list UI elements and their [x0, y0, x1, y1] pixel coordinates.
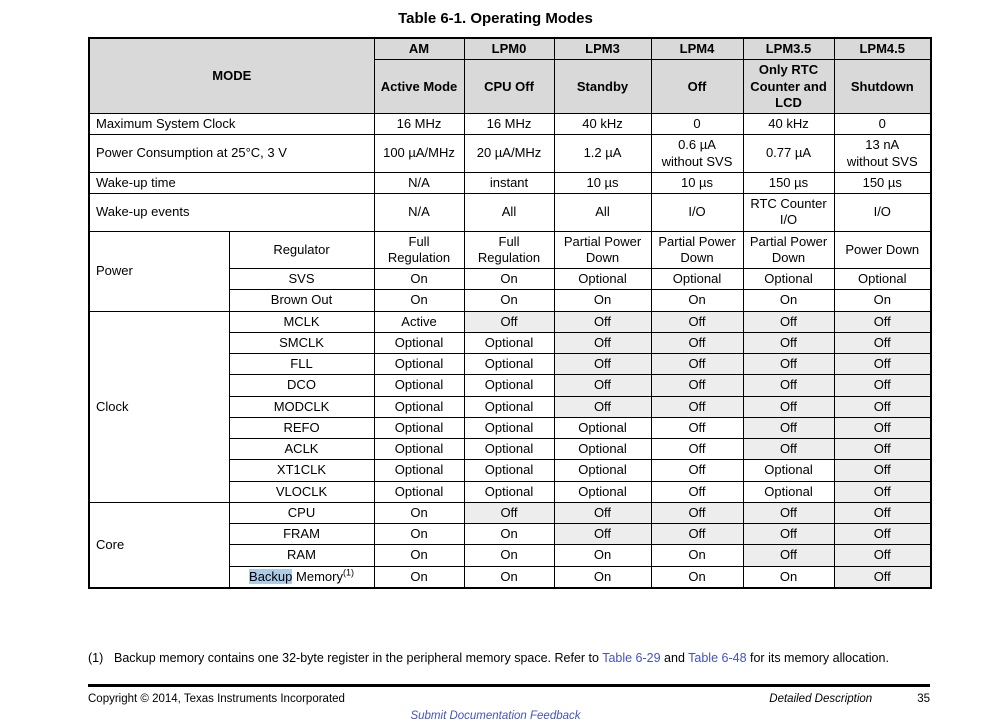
footnote-marker: (1) — [342, 567, 354, 578]
cell-xt1clk-lpm3: Optional — [554, 460, 651, 481]
cell-refo-lpm3.5: Off — [743, 417, 834, 438]
cell-wake-up-events-lpm3: All — [554, 194, 651, 232]
cell-ram-lpm0: On — [464, 545, 554, 566]
cell-mclk-lpm4.5: Off — [834, 311, 931, 332]
cell-brown-out-lpm0: On — [464, 290, 554, 311]
row-label-dco: DCO — [229, 375, 374, 396]
cell-ram-am: On — [374, 545, 464, 566]
col-header-lpm4: LPM4 — [651, 38, 743, 60]
cell-maximum-system-clock-lpm0: 16 MHz — [464, 114, 554, 135]
cell-vloclk-lpm3: Optional — [554, 481, 651, 502]
cell-xt1clk-lpm3.5: Optional — [743, 460, 834, 481]
cell-dco-am: Optional — [374, 375, 464, 396]
row-label-fll: FLL — [229, 354, 374, 375]
row-label-ram: RAM — [229, 545, 374, 566]
cell-svs-lpm3: Optional — [554, 269, 651, 290]
cell-fll-am: Optional — [374, 354, 464, 375]
cell-fram-lpm3: Off — [554, 524, 651, 545]
row-label-maximum-system-clock: Maximum System Clock — [89, 114, 374, 135]
cell-wake-up-events-lpm3.5: RTC Counter I/O — [743, 194, 834, 232]
row-label-wake-up-events: Wake-up events — [89, 194, 374, 232]
footer-section-title: Detailed Description — [769, 693, 873, 705]
row-label-regulator: Regulator — [229, 231, 374, 269]
footnote-text-part1: Backup memory contains one 32-byte register in the peripheral memory space. Refer to — [114, 651, 603, 665]
cell-dco-lpm3.5: Off — [743, 375, 834, 396]
footer-divider — [88, 684, 930, 687]
table-header — [89, 38, 931, 114]
col-header-am: AM — [374, 38, 464, 60]
footnote-text-part2: and — [660, 651, 689, 665]
cell-wake-up-events-lpm4.5: I/O — [834, 194, 931, 232]
row-label-refo: REFO — [229, 417, 374, 438]
cell-refo-lpm3: Optional — [554, 417, 651, 438]
cell-maximum-system-clock-lpm4.5: 0 — [834, 114, 931, 135]
cell-smclk-lpm4.5: Off — [834, 332, 931, 353]
cell-dco-lpm4: Off — [651, 375, 743, 396]
col-subheader-lpm0: CPU Off — [464, 60, 554, 114]
cell-fram-lpm4: Off — [651, 524, 743, 545]
cell-aclk-lpm3: Optional — [554, 439, 651, 460]
cell-svs-am: On — [374, 269, 464, 290]
cell-regulator-lpm0: Full Regulation — [464, 231, 554, 269]
row-label-cpu: CPU — [229, 502, 374, 523]
footnote — [88, 651, 910, 666]
table-row — [89, 311, 931, 332]
table-row — [89, 135, 931, 173]
footer-page-number: 35 — [917, 693, 930, 705]
table-title: Table 6-1. Operating Modes — [398, 10, 593, 27]
cell-modclk-lpm4: Off — [651, 396, 743, 417]
cell-aclk-lpm4.5: Off — [834, 439, 931, 460]
cell-modclk-lpm4.5: Off — [834, 396, 931, 417]
footnote-text — [114, 651, 910, 666]
footer-copyright: Copyright © 2014, Texas Instruments Incorporated — [88, 693, 345, 705]
cell-smclk-lpm4: Off — [651, 332, 743, 353]
cell-fram-lpm4.5: Off — [834, 524, 931, 545]
cell-power-consumption-at-25-c-3-v-am: 100 µA/MHz — [374, 135, 464, 173]
cell-fll-lpm3.5: Off — [743, 354, 834, 375]
row-label-backup-memory: Backup Memory$^{(1)}$ — [229, 566, 374, 588]
cell-fll-lpm3: Off — [554, 354, 651, 375]
cell-brown-out-lpm4.5: On — [834, 290, 931, 311]
cell-refo-lpm4.5: Off — [834, 417, 931, 438]
cell-power-consumption-at-25-c-3-v-lpm3: 1.2 µA — [554, 135, 651, 173]
cell-power-consumption-at-25-c-3-v-lpm4.5: 13 nA without SVS — [834, 135, 931, 173]
group-label-core: Core — [89, 502, 229, 588]
col-subheader-am: Active Mode — [374, 60, 464, 114]
cell-wake-up-time-lpm3.5: 150 µs — [743, 172, 834, 193]
cell-dco-lpm4.5: Off — [834, 375, 931, 396]
cell-wake-up-time-am: N/A — [374, 172, 464, 193]
cell-power-consumption-at-25-c-3-v-lpm3.5: 0.77 µA — [743, 135, 834, 173]
group-label-power: Power — [89, 231, 229, 311]
cell-cpu-lpm4.5: Off — [834, 502, 931, 523]
cell-xt1clk-am: Optional — [374, 460, 464, 481]
cell-svs-lpm3.5: Optional — [743, 269, 834, 290]
cell-dco-lpm3: Off — [554, 375, 651, 396]
row-label-wake-up-time: Wake-up time — [89, 172, 374, 193]
cell-regulator-lpm4.5: Power Down — [834, 231, 931, 269]
cell-fll-lpm4.5: Off — [834, 354, 931, 375]
col-header-lpm4.5: LPM4.5 — [834, 38, 931, 60]
cell-wake-up-time-lpm4: 10 µs — [651, 172, 743, 193]
cell-backup-memory-lpm3.5: On — [743, 566, 834, 588]
table-row — [89, 194, 931, 232]
cell-cpu-lpm3: Off — [554, 502, 651, 523]
cell-xt1clk-lpm4: Off — [651, 460, 743, 481]
cell-fll-lpm0: Optional — [464, 354, 554, 375]
cell-brown-out-lpm3: On — [554, 290, 651, 311]
cell-mclk-lpm0: Off — [464, 311, 554, 332]
table-row — [89, 231, 931, 269]
cell-wake-up-events-lpm4: I/O — [651, 194, 743, 232]
cell-fll-lpm4: Off — [651, 354, 743, 375]
row-label-modclk: MODCLK — [229, 396, 374, 417]
cell-mclk-lpm3: Off — [554, 311, 651, 332]
cell-regulator-am: Full Regulation — [374, 231, 464, 269]
col-header-lpm3.5: LPM3.5 — [743, 38, 834, 60]
cell-vloclk-lpm0: Optional — [464, 481, 554, 502]
cell-xt1clk-lpm0: Optional — [464, 460, 554, 481]
cell-svs-lpm4.5: Optional — [834, 269, 931, 290]
cell-aclk-lpm0: Optional — [464, 439, 554, 460]
cell-backup-memory-lpm0: On — [464, 566, 554, 588]
cell-regulator-lpm3.5: Partial Power Down — [743, 231, 834, 269]
cell-aclk-am: Optional — [374, 439, 464, 460]
cell-mclk-lpm4: Off — [651, 311, 743, 332]
cell-fram-lpm0: On — [464, 524, 554, 545]
col-subheader-lpm3.5: Only RTC Counter and LCD — [743, 60, 834, 114]
selected-text-highlight: Backup — [249, 568, 293, 584]
cell-vloclk-lpm4.5: Off — [834, 481, 931, 502]
col-header-lpm3: LPM3 — [554, 38, 651, 60]
cell-vloclk-am: Optional — [374, 481, 464, 502]
cell-cpu-am: On — [374, 502, 464, 523]
cell-maximum-system-clock-lpm3.5: 40 kHz — [743, 114, 834, 135]
cell-modclk-lpm0: Optional — [464, 396, 554, 417]
cell-refo-lpm0: Optional — [464, 417, 554, 438]
row-label-aclk: ACLK — [229, 439, 374, 460]
cell-aclk-lpm4: Off — [651, 439, 743, 460]
cell-xt1clk-lpm4.5: Off — [834, 460, 931, 481]
cell-power-consumption-at-25-c-3-v-lpm0: 20 µA/MHz — [464, 135, 554, 173]
row-label-xt1clk: XT1CLK — [229, 460, 374, 481]
footnote-text-part3: for its memory allocation. — [746, 651, 889, 665]
cell-ram-lpm3.5: Off — [743, 545, 834, 566]
row-label-svs: SVS — [229, 269, 374, 290]
col-subheader-lpm3: Standby — [554, 60, 651, 114]
mode-header: MODE — [89, 38, 374, 114]
cell-mclk-am: Active — [374, 311, 464, 332]
cell-brown-out-am: On — [374, 290, 464, 311]
row-label-mclk: MCLK — [229, 311, 374, 332]
cell-brown-out-lpm4: On — [651, 290, 743, 311]
cell-aclk-lpm3.5: Off — [743, 439, 834, 460]
col-subheader-lpm4: Off — [651, 60, 743, 114]
col-subheader-lpm4.5: Shutdown — [834, 60, 931, 114]
cell-refo-lpm4: Off — [651, 417, 743, 438]
cell-vloclk-lpm4: Off — [651, 481, 743, 502]
submit-documentation-feedback-link[interactable]: Submit Documentation Feedback — [410, 710, 581, 722]
row-label-smclk: SMCLK — [229, 332, 374, 353]
cell-regulator-lpm3: Partial Power Down — [554, 231, 651, 269]
row-label-fram: FRAM — [229, 524, 374, 545]
table-body — [89, 114, 931, 588]
cell-brown-out-lpm3.5: On — [743, 290, 834, 311]
cell-smclk-am: Optional — [374, 332, 464, 353]
cell-cpu-lpm0: Off — [464, 502, 554, 523]
group-label-clock: Clock — [89, 311, 229, 502]
footer — [88, 693, 930, 705]
cell-dco-lpm0: Optional — [464, 375, 554, 396]
cell-fram-am: On — [374, 524, 464, 545]
footnote-link-table-6-29[interactable]: Table 6-29 — [602, 651, 661, 665]
cell-maximum-system-clock-lpm4: 0 — [651, 114, 743, 135]
row-label-vloclk: VLOCLK — [229, 481, 374, 502]
cell-ram-lpm3: On — [554, 545, 651, 566]
footnote-number: (1) — [88, 651, 104, 665]
cell-vloclk-lpm3.5: Optional — [743, 481, 834, 502]
cell-wake-up-events-lpm0: All — [464, 194, 554, 232]
cell-fram-lpm3.5: Off — [743, 524, 834, 545]
cell-modclk-am: Optional — [374, 396, 464, 417]
cell-cpu-lpm3.5: Off — [743, 502, 834, 523]
footer-right — [769, 693, 930, 705]
cell-regulator-lpm4: Partial Power Down — [651, 231, 743, 269]
table-row — [89, 114, 931, 135]
cell-backup-memory-am: On — [374, 566, 464, 588]
cell-ram-lpm4: On — [651, 545, 743, 566]
cell-wake-up-time-lpm4.5: 150 µs — [834, 172, 931, 193]
cell-mclk-lpm3.5: Off — [743, 311, 834, 332]
cell-maximum-system-clock-am: 16 MHz — [374, 114, 464, 135]
cell-refo-am: Optional — [374, 417, 464, 438]
table-row — [89, 172, 931, 193]
cell-svs-lpm4: Optional — [651, 269, 743, 290]
cell-ram-lpm4.5: Off — [834, 545, 931, 566]
cell-modclk-lpm3: Off — [554, 396, 651, 417]
cell-modclk-lpm3.5: Off — [743, 396, 834, 417]
cell-smclk-lpm3.5: Off — [743, 332, 834, 353]
cell-backup-memory-lpm3: On — [554, 566, 651, 588]
cell-wake-up-time-lpm3: 10 µs — [554, 172, 651, 193]
row-label-brown-out: Brown Out — [229, 290, 374, 311]
col-header-lpm0: LPM0 — [464, 38, 554, 60]
cell-backup-memory-lpm4.5: Off — [834, 566, 931, 588]
cell-wake-up-events-am: N/A — [374, 194, 464, 232]
row-label-power-consumption-at-25-c-3-v: Power Consumption at 25°C, 3 V — [89, 135, 374, 173]
cell-cpu-lpm4: Off — [651, 502, 743, 523]
cell-backup-memory-lpm4: On — [651, 566, 743, 588]
footnote-link-table-6-48[interactable]: Table 6-48 — [688, 651, 747, 665]
cell-smclk-lpm0: Optional — [464, 332, 554, 353]
cell-wake-up-time-lpm0: instant — [464, 172, 554, 193]
cell-smclk-lpm3: Off — [554, 332, 651, 353]
table-row — [89, 502, 931, 523]
cell-svs-lpm0: On — [464, 269, 554, 290]
operating-modes-table — [88, 37, 932, 589]
cell-power-consumption-at-25-c-3-v-lpm4: 0.6 µA without SVS — [651, 135, 743, 173]
cell-maximum-system-clock-lpm3: 40 kHz — [554, 114, 651, 135]
